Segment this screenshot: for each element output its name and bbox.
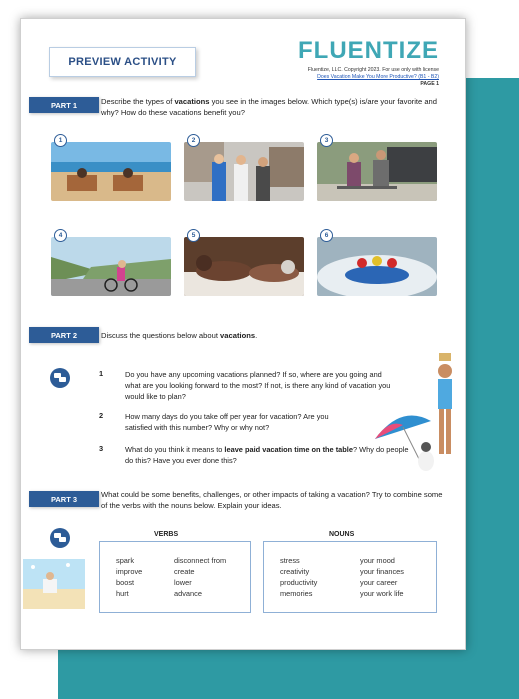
noun-item: your work life [360,589,404,598]
image-number-6: 6 [320,229,333,242]
question-1-number: 1 [99,369,104,378]
question-3-number: 3 [99,444,104,453]
noun-item: your career [360,578,398,587]
part1-instructions: Describe the types of vacations you see in the images below. Which type(s) is/are your favorite and why? How do these vacations benefit you? [101,97,438,117]
nouns-column-2 [360,555,404,599]
noun-item: stress [280,556,300,565]
photo-rafting [317,237,437,296]
lesson-link[interactable]: Does Vacation Make You More Productive? (B1 - B2) [317,74,439,80]
photo-spa-massage [184,237,304,296]
noun-item: your mood [360,556,395,565]
verbs-title: VERBS [154,531,179,538]
image-number-3: 3 [320,134,333,147]
verbs-column-2 [174,555,226,599]
header-meta [308,67,439,88]
question-1-text: Do you have any upcoming vacations planned? If so, where are you going and what are you looking forward to the most? If not, is there any kind of vacation you would like to plan? [125,370,391,401]
image-number-5: 5 [187,229,200,242]
part3-label: PART 3 [29,491,99,507]
noun-item: creativity [280,567,310,576]
photo-camping [317,142,437,201]
fluentize-logo: FLUENTIZE [298,37,439,64]
page-number: PAGE 1 [420,81,439,87]
verb-item: spark [116,556,135,565]
verb-item: hurt [116,589,129,598]
verbs-column-1 [116,555,142,599]
nouns-title: NOUNS [329,531,355,538]
image-number-4: 4 [54,229,67,242]
noun-item: productivity [280,578,318,587]
verb-item: boost [116,578,135,587]
chat-bubbles-icon-2 [50,528,70,548]
verb-item: disconnect from [174,556,227,565]
verb-item: advance [174,589,202,598]
copyright-text: Fluentize, LLC. Copyright 2023. For use only with license [307,67,439,73]
verb-item: lower [174,578,192,587]
preview-activity-label: PREVIEW ACTIVITY [49,47,196,77]
image-number-1: 1 [54,134,67,147]
part1-label: PART 1 [29,97,99,113]
nouns-column-1 [280,555,317,599]
beach-girl-illustration [371,349,466,479]
noun-item: memories [280,589,313,598]
noun-item: your finances [360,567,404,576]
question-2-number: 2 [99,411,104,420]
verb-item: create [174,567,195,576]
question-3-text: What do you think it means to leave paid vacation time on the table? Why do people do this? Have you ever done this? [125,445,409,465]
part2-label: PART 2 [29,327,99,343]
part2-instructions: Discuss the questions below about vacations. [101,331,258,340]
image-number-2: 2 [187,134,200,147]
question-2-text: How many days do you take off per year for vacation? Are you satisfied with this number? Why or why not? [125,412,329,432]
photo-city-tourists [184,142,304,201]
photo-cycling [51,237,171,296]
worksheet-page [20,18,466,650]
verb-item: improve [116,567,143,576]
chat-bubbles-icon [50,368,70,388]
part3-instructions: What could be some benefits, challenges, or other impacts of taking a vacation? Try to combine some of the verbs with the nouns below. Explain your ideas. [101,490,443,510]
beach-clipart [23,559,85,609]
photo-beach [51,142,171,201]
